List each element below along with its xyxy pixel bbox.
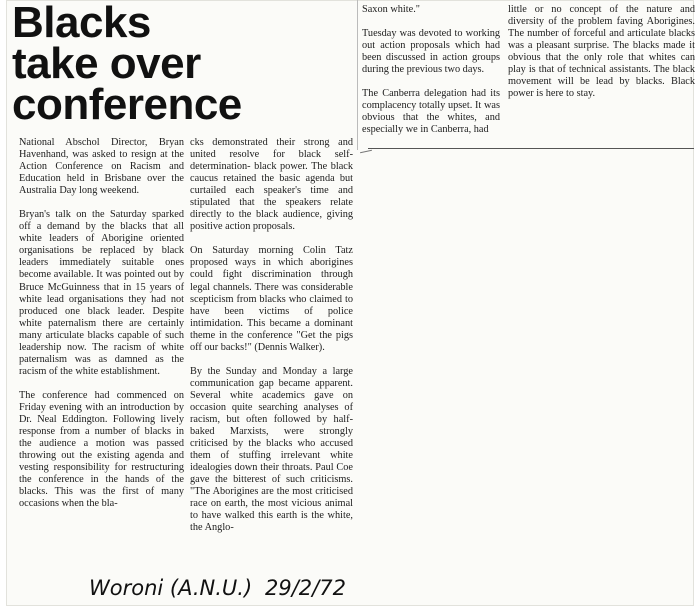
headline-line-3: conference	[12, 80, 242, 129]
article-column-3	[362, 4, 500, 136]
article-headline	[12, 0, 372, 129]
horizontal-rule	[368, 148, 694, 149]
paragraph: By the Sunday and Monday a large communication gap became apparent. Several white academics gave on occasion quite searching analyses of racism, but often followed by half-baked Marxists, were strongly criticised by the blacks who accused them of stuffing irrelevant white idealogies down their throats. Paul Coe gave the bitterest of such criticisms. "The Aborigines are the most criticised race on earth, the most vicious animal to have walked this earth is the white, the Anglo-	[190, 365, 353, 534]
handwritten-source-note	[85, 568, 405, 608]
paragraph: Saxon white."	[362, 4, 420, 15]
headline-line-1: Blacks	[12, 0, 151, 47]
paragraph: little or no concept of the nature and diversity of the problem faving Aborigines. The number of forceful and articulate blacks was a pleasant surprise. The blacks made it obvious that the only role that whites can play is that of technical assistants. The black movement will be lead by blacks. Black power is here to stay.	[508, 4, 695, 100]
column-divider	[357, 0, 358, 150]
paragraph: Tuesday was devoted to working out action proposals which had been discussed in action groups during the previous two days.	[362, 28, 500, 76]
article-column-1	[19, 137, 184, 510]
handwritten-source: Woroni (A.N.U.)	[89, 576, 253, 600]
paragraph: The Canberra delegation had its complacency totally upset. It was obvious that the whites, and especially we in Canberra, had	[362, 88, 500, 136]
article-column-4	[508, 4, 695, 100]
paragraph: On Saturday morning Colin Tatz proposed ways in which aborigines could fight discrimination through legal channels. There was considerable scepticism from blacks who claimed to have been victims of police intimidation. This became a dominant theme in the conference "Get the pigs off our backs!" (Dennis Walker).	[190, 245, 353, 353]
headline-line-2: take over	[12, 39, 201, 88]
handwritten-date: 29/2/72	[265, 576, 346, 600]
paragraph: The conference had commenced on Friday evening with an introduction by Dr. Neal Eddington. Following lively response from a number of blacks in the audience a motion was passed throwing out the existing agenda and vesting responsibility for restructuring the conference in the hands of the blacks. This was the first of many occasions when the bla-	[19, 389, 184, 510]
paragraph: Bryan's talk on the Saturday sparked off a demand by the blacks that all white leaders of Aborigine oriented organisations be replaced by black leaders immediately suitable ones become available. It was pointed out by Bruce McGuinness that in 15 years of white lead organisations they had not produced one black leader. Despite white paternalism there are certainly many articulate blacks capable of such leadership now. The racism of white paternalism was as damned as the racism of the white establishment.	[19, 209, 184, 377]
paragraph: National Abschol Director, Bryan Havenhand, was asked to resign at the Action Conference on Racism and Education held in Brisbane over the Australia Day long weekend.	[19, 137, 184, 197]
article-column-2	[190, 137, 353, 534]
paragraph: cks demonstrated their strong and united resolve for black self-determination- black power. The black caucus retained the basic agenda but curtailed each speaker's time and stipulated that the speakers relate directly to the black audience, giving positive action proposals.	[190, 137, 353, 233]
